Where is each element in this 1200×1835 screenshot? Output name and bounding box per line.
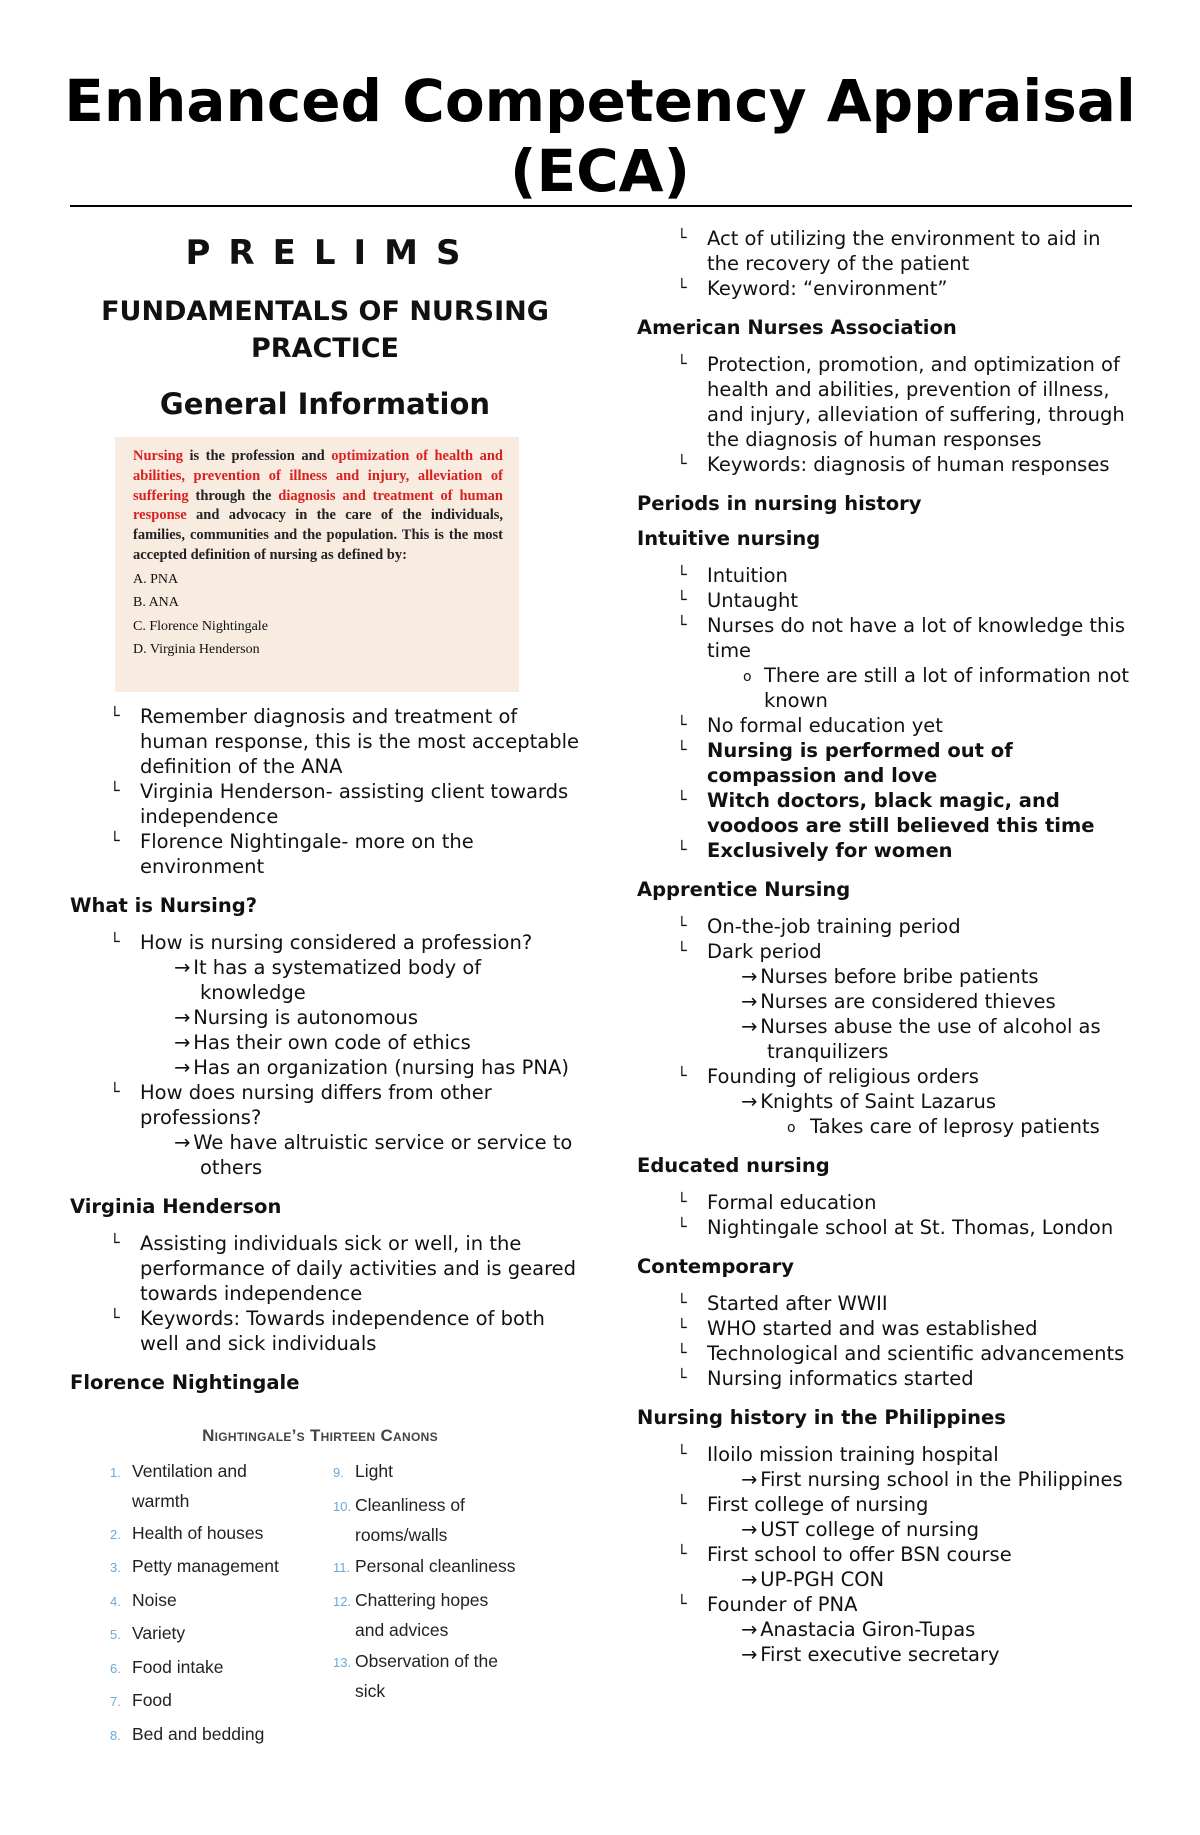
- philippines-history-heading: Nursing history in the Philippines: [637, 1406, 1006, 1429]
- list-item: └ Intuition: [677, 564, 788, 587]
- what-is-nursing-list: [70, 930, 580, 1180]
- highlighted-phrase: optimization of health and abilities, prevention of illness and injury, alleviation of suffering: [133, 448, 503, 504]
- list-item: └ WHO started and was established: [677, 1317, 1038, 1340]
- list-item: └ Nightingale school at St. Thomas, London: [677, 1216, 1114, 1239]
- bullet-mark: └: [110, 831, 120, 850]
- canon-number: 2.: [110, 1526, 121, 1542]
- title-line-1: Enhanced Competency Appraisal: [64, 67, 1136, 135]
- list-item: └ Virginia Henderson- assisting client towards independence: [110, 780, 569, 828]
- canon-item: [110, 1552, 310, 1582]
- sub-item: → Nurses abuse the use of alcohol as tranquilizers: [741, 1015, 1101, 1063]
- sub-sub-item: o Takes care of leprosy patients: [787, 1115, 1100, 1138]
- apprentice-nursing-heading: Apprentice Nursing: [637, 878, 851, 901]
- list-item: └ First college of nursing → UST college of nursing: [637, 1492, 1137, 1542]
- canon-number: 1.: [110, 1465, 121, 1480]
- bullet-mark: └: [677, 228, 687, 247]
- left-column: [70, 225, 580, 1763]
- list-item: └ Untaught: [677, 589, 798, 612]
- canon-number: 9.: [333, 1465, 344, 1480]
- canon-item: [110, 1519, 310, 1549]
- subject-line-1: FUNDAMENTALS OF NURSING: [101, 296, 549, 327]
- canon-item: [110, 1720, 310, 1750]
- environment-list: [637, 226, 1137, 301]
- canon-number: 11.: [333, 1560, 351, 1575]
- list-item: └ On-the-job training period: [677, 915, 961, 938]
- prelims-heading: PRELIMS: [185, 233, 479, 273]
- thirteen-canons-image: [110, 1423, 530, 1763]
- definition-phrase: is the profession and: [182, 448, 332, 464]
- canon-text: Noise: [132, 1589, 177, 1610]
- definition-phrase: through the: [188, 487, 279, 504]
- sub-item: → Anastacia Giron-Tupas: [741, 1618, 976, 1641]
- list-item: └ Florence Nightingale- more on the environment: [110, 830, 474, 878]
- right-column: [637, 226, 1137, 1667]
- list-item: └ Keywords: Towards independence of both well and sick individuals: [110, 1307, 545, 1355]
- canon-item: [110, 1653, 310, 1683]
- canon-item: [110, 1457, 310, 1515]
- list-item: └ Started after WWII: [677, 1292, 888, 1315]
- list-item: └ Keywords: diagnosis of human responses: [677, 453, 1110, 476]
- canon-text-continued: warmth: [132, 1491, 190, 1511]
- definition-options: [133, 568, 503, 662]
- bullet-mark: └: [677, 1494, 687, 1513]
- definition-phrase: and advocacy in the care of the individuals, families, communities and the population. This is the most accepted definition of nursing as defined by:: [133, 507, 503, 563]
- list-item: └ Assisting individuals sick or well, in the performance of daily activities and is geared towards independence: [110, 1232, 577, 1305]
- list-item: └ Founding of religious orders → Knights of Saint Lazarus o Takes care of leprosy patients: [637, 1064, 1137, 1139]
- florence-nightingale-heading: Florence Nightingale: [70, 1371, 300, 1394]
- option-b: B. ANA: [133, 595, 179, 611]
- list-item: └ How is nursing considered a profession? → It has a systematized body of knowledge → Nursing is autonomous → Has their own code of ethics → Has an organization (nursing has PNA): [70, 930, 580, 1080]
- bullet-mark: └: [677, 278, 687, 297]
- list-item: └ Dark period → Nurses before bribe patients → Nurses are considered thieves → Nurses abuse the use of alcohol as tranquilizers: [637, 939, 1137, 1064]
- highlighted-phrase: diagnosis and treatment of human response: [133, 487, 503, 524]
- canon-number: 7.: [110, 1694, 121, 1709]
- sub-item: → First nursing school in the Philippines: [741, 1468, 1123, 1491]
- option-c: C. Florence Nightingale: [133, 618, 268, 634]
- subject-line-2: PRACTICE: [250, 333, 399, 364]
- ana-heading: American Nurses Association: [637, 316, 957, 339]
- canon-item: [110, 1586, 310, 1616]
- sub-item: → Knights of Saint Lazarus o Takes care of leprosy patients: [727, 1089, 1137, 1139]
- title-divider: [70, 205, 1132, 207]
- canon-text: Personal cleanliness: [355, 1556, 516, 1576]
- intuitive-list: [637, 563, 1137, 863]
- canon-text: Petty management: [132, 1556, 279, 1576]
- list-item: └ Iloilo mission training hospital → First nursing school in the Philippines: [637, 1442, 1137, 1492]
- bullet-mark: └: [110, 706, 120, 725]
- list-item: └ Formal education: [677, 1191, 877, 1214]
- philippines-list: [637, 1442, 1137, 1667]
- list-item: └ Remember diagnosis and treatment of human response, this is the most acceptable definition of the ANA: [110, 705, 580, 778]
- canon-text: Food intake: [132, 1656, 224, 1677]
- ana-list: [637, 352, 1137, 477]
- canon-text-continued: and advices: [355, 1619, 449, 1640]
- canon-text: Chattering hopes: [355, 1589, 489, 1610]
- bullet-mark: └: [677, 941, 687, 960]
- canon-number: 13.: [333, 1655, 352, 1670]
- bullet-mark: └: [677, 615, 687, 634]
- canon-number: 6.: [110, 1660, 121, 1676]
- sub-item: → Has an organization (nursing has PNA): [174, 1056, 569, 1079]
- bullet-mark: └: [677, 354, 687, 373]
- sub-item: → Nurses are considered thieves: [741, 990, 1056, 1013]
- bullet-mark: └: [677, 1066, 687, 1085]
- title-line-2: (ECA): [509, 137, 691, 205]
- canon-text: Light: [355, 1461, 393, 1481]
- bullet-mark: └: [677, 916, 687, 935]
- bullet-mark: └: [110, 1082, 120, 1101]
- bullet-mark: └: [110, 1233, 120, 1252]
- canon-number: 4.: [110, 1593, 121, 1609]
- canon-number: 12.: [333, 1593, 352, 1609]
- canon-text-continued: sick: [355, 1681, 386, 1701]
- intuitive-nursing-heading: Intuitive nursing: [637, 527, 821, 550]
- canon-number: 10.: [333, 1498, 352, 1514]
- bullet-mark: └: [677, 590, 687, 609]
- canon-text: Variety: [132, 1623, 186, 1643]
- canon-item: [110, 1619, 310, 1649]
- bullet-mark: └: [677, 565, 687, 584]
- list-item: └ Protection, promotion, and optimization of health and abilities, prevention of illness, and injury, alleviation of suffering, through the diagnosis of human responses: [677, 353, 1125, 451]
- apprentice-list: [637, 914, 1137, 1139]
- contemporary-heading: Contemporary: [637, 1255, 794, 1278]
- bullet-mark: └: [677, 1594, 687, 1613]
- subject-heading: [70, 293, 580, 367]
- bullet-mark: └: [677, 454, 687, 473]
- list-item: └ Exclusively for women: [677, 839, 953, 862]
- list-item: └ First school to offer BSN course → UP-PGH CON: [637, 1542, 1137, 1592]
- list-item: └ Nurses do not have a lot of knowledge this time o There are still a lot of information not known: [637, 613, 1137, 713]
- canon-number: 5.: [110, 1627, 121, 1642]
- bullet-mark: └: [110, 781, 120, 800]
- canon-item: [333, 1647, 533, 1705]
- canons-title: Nightingale’s Thirteen Canons: [202, 1426, 438, 1445]
- canon-text: Bed and bedding: [132, 1723, 265, 1744]
- bullet-mark: └: [677, 1544, 687, 1563]
- what-is-nursing-heading: What is Nursing?: [70, 894, 258, 917]
- list-item: └ Founder of PNA → Anastacia Giron-Tupas → First executive secretary: [637, 1592, 1137, 1667]
- list-item: └ Witch doctors, black magic, and voodoos are still believed this time: [677, 789, 1095, 837]
- bullet-mark: └: [677, 1343, 687, 1362]
- document-title: [0, 66, 1200, 206]
- canon-item: [110, 1686, 310, 1716]
- sub-item: → We have altruistic service or service to others: [174, 1131, 573, 1179]
- canon-item: [333, 1552, 533, 1582]
- canon-text: Food: [132, 1690, 172, 1710]
- bullet-mark: └: [677, 1444, 687, 1463]
- list-item: └ Act of utilizing the environment to aid in the recovery of the patient: [677, 227, 1101, 275]
- option-a: A. PNA: [133, 571, 179, 587]
- option-d: D. Virginia Henderson: [133, 642, 260, 658]
- bullet-mark: └: [110, 932, 120, 951]
- canon-item: [333, 1457, 533, 1487]
- virginia-henderson-heading: Virginia Henderson: [70, 1195, 282, 1218]
- canons-column-2: [333, 1457, 533, 1709]
- sub-item: → It has a systematized body of knowledge: [174, 956, 482, 1004]
- canon-text: Cleanliness of: [355, 1494, 465, 1515]
- canon-number: 3.: [110, 1560, 121, 1575]
- bullet-mark: └: [677, 790, 687, 809]
- sub-item: → UST college of nursing: [741, 1518, 980, 1541]
- list-item: └ Nursing is performed out of compassion and love: [677, 739, 1013, 787]
- sub-item: → Nurses before bribe patients: [741, 965, 1039, 988]
- canon-item: [333, 1586, 533, 1644]
- sub-item: → Nursing is autonomous: [174, 1006, 419, 1029]
- canon-item: [333, 1491, 533, 1549]
- definition-text: [133, 447, 503, 566]
- bullet-mark: └: [677, 1318, 687, 1337]
- canon-text: Observation of the: [355, 1651, 498, 1671]
- list-item: └ Keyword: “environment”: [677, 277, 948, 300]
- bullet-mark: └: [677, 1293, 687, 1312]
- sub-item: o There are still a lot of information not known: [743, 664, 1130, 712]
- canon-text-continued: rooms/walls: [355, 1524, 448, 1545]
- list-item: └ Technological and scientific advancements: [677, 1342, 1125, 1365]
- definition-question-image: [115, 437, 519, 692]
- sub-item: → First executive secretary: [741, 1643, 1000, 1666]
- bullet-mark: └: [110, 1308, 120, 1327]
- bullet-mark: └: [677, 1192, 687, 1211]
- bullet-mark: └: [677, 740, 687, 759]
- list-item: └ How does nursing differs from other professions? → We have altruistic service or service to others: [70, 1080, 580, 1180]
- bullet-mark: └: [677, 1368, 687, 1387]
- sub-item: → UP-PGH CON: [741, 1568, 885, 1591]
- list-item: └ No formal education yet: [677, 714, 943, 737]
- highlighted-phrase: Nursing: [133, 448, 183, 464]
- periods-heading: Periods in nursing history: [637, 492, 922, 515]
- educated-nursing-heading: Educated nursing: [637, 1154, 830, 1177]
- canons-column-1: [110, 1457, 310, 1753]
- henderson-list: [70, 1231, 580, 1356]
- bullet-mark: └: [677, 1217, 687, 1236]
- sub-item: → Has their own code of ethics: [174, 1031, 471, 1054]
- canon-text: Ventilation and: [132, 1461, 247, 1481]
- canon-number: 8.: [110, 1727, 121, 1743]
- educated-list: [637, 1190, 1137, 1240]
- general-information-heading: General Information: [159, 387, 491, 421]
- bullet-mark: └: [677, 840, 687, 859]
- contemporary-list: [637, 1291, 1137, 1391]
- general-bullets: [70, 704, 580, 879]
- bullet-mark: └: [677, 715, 687, 734]
- canon-text: Health of houses: [132, 1522, 264, 1543]
- list-item: └ Nursing informatics started: [677, 1367, 974, 1390]
